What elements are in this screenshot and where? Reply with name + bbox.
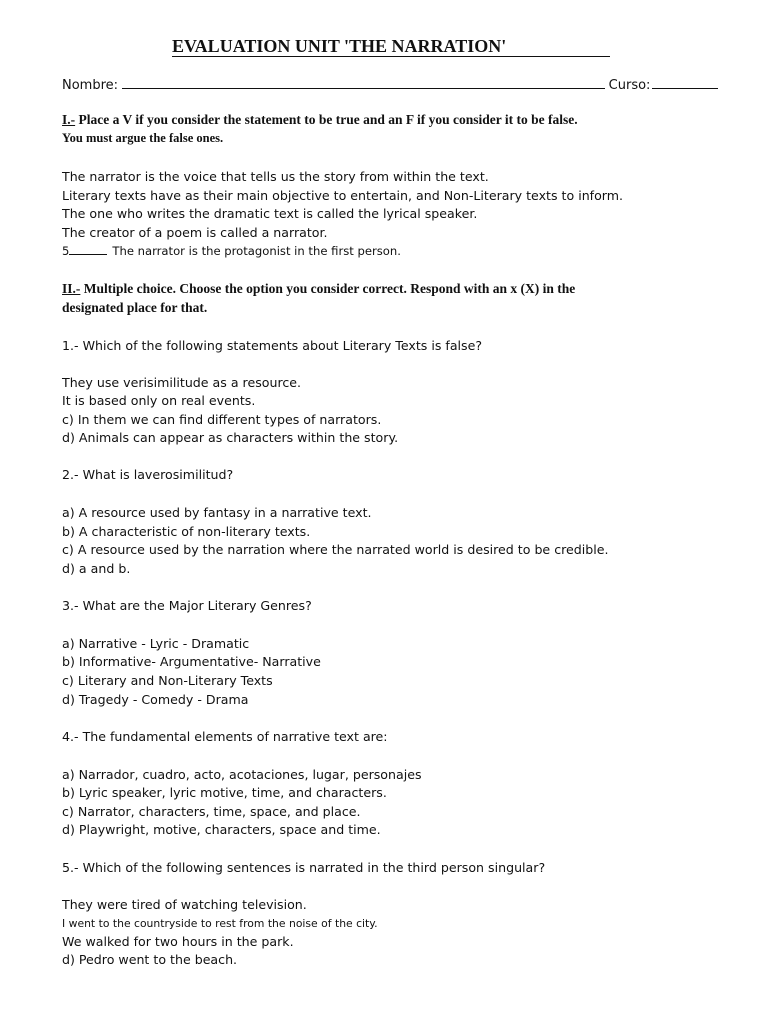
question-5: 5.- Which of the following sentences is narrated in the third person singular?: [62, 860, 546, 875]
section2-instruction-line2: designated place for that.: [62, 300, 208, 315]
question-2: 2.- What is laverosimilitud?: [62, 467, 234, 482]
tf-statement-3: The one who writes the dramatic text is called the lyrical speaker.: [62, 206, 478, 221]
section1-number: I.-: [62, 112, 76, 127]
name-label: Nombre:: [62, 78, 119, 93]
question-5-option[interactable]: They were tired of watching television.: [62, 897, 307, 912]
section2-instruction: [62, 281, 575, 297]
question-1-option[interactable]: They use verisimilitude as a resource.: [62, 375, 302, 390]
question-4: 4.- The fundamental elements of narrative text are:: [62, 729, 388, 744]
question-5-option[interactable]: I went to the countryside to rest from the noise of the city.: [62, 917, 378, 930]
question-5-option[interactable]: We walked for two hours in the park.: [62, 934, 294, 949]
question-3: 3.- What are the Major Literary Genres?: [62, 598, 312, 613]
question-2-option[interactable]: d) a and b.: [62, 561, 131, 576]
question-4-option[interactable]: c) Narrator, characters, time, space, and place.: [62, 804, 361, 819]
name-course-row: [62, 76, 718, 93]
question-2-option[interactable]: b) A characteristic of non-literary texts.: [62, 524, 311, 539]
tf-statement-5: [62, 243, 401, 258]
tf-statement-5-text: The narrator is the protagonist in the first person.: [112, 244, 401, 258]
tf-statement-2: Literary texts have as their main objective to entertain, and Non-Literary texts to inform.: [62, 188, 624, 203]
question-3-option[interactable]: c) Literary and Non-Literary Texts: [62, 673, 273, 688]
question-5-option[interactable]: d) Pedro went to the beach.: [62, 952, 238, 967]
question-4-option[interactable]: a) Narrador, cuadro, acto, acotaciones, lugar, personajes: [62, 767, 422, 782]
question-2-option[interactable]: a) A resource used by fantasy in a narrative text.: [62, 505, 372, 520]
question-3-option[interactable]: d) Tragedy - Comedy - Drama: [62, 692, 249, 707]
name-blank[interactable]: [122, 76, 605, 89]
section1-instruction: [62, 112, 578, 128]
question-3-option[interactable]: b) Informative- Argumentative- Narrative: [62, 654, 321, 669]
tf-answer-blank[interactable]: [69, 243, 107, 255]
question-4-option[interactable]: d) Playwright, motive, characters, space and time.: [62, 822, 381, 837]
question-2-option[interactable]: c) A resource used by the narration where the narrated world is desired to be credible.: [62, 542, 609, 557]
question-3-option[interactable]: a) Narrative - Lyric - Dramatic: [62, 636, 250, 651]
title-underline: [172, 56, 610, 57]
question-4-option[interactable]: b) Lyric speaker, lyric motive, time, and characters.: [62, 785, 387, 800]
tf-statement-1: The narrator is the voice that tells us the story from within the text.: [62, 169, 489, 184]
question-1-option[interactable]: c) In them we can find different types of narrators.: [62, 412, 382, 427]
tf-statement-4: The creator of a poem is called a narrator.: [62, 225, 328, 240]
section2-number: II.-: [62, 281, 81, 296]
page-title: EVALUATION UNIT 'THE NARRATION': [172, 36, 507, 56]
course-blank[interactable]: [652, 76, 718, 89]
question-1-option[interactable]: It is based only on real events.: [62, 393, 256, 408]
section1-instruction-text: Place a V if you consider the statement to be true and an F if you consider it to be false.: [78, 112, 578, 127]
section2-instruction-text: Multiple choice. Choose the option you consider correct. Respond with an x (X) in the: [83, 281, 576, 296]
question-1-option[interactable]: d) Animals can appear as characters within the story.: [62, 430, 399, 445]
tf-statement-5-number: 5: [62, 244, 70, 258]
course-label: Curso:: [608, 78, 651, 93]
question-1: 1.- Which of the following statements about Literary Texts is false?: [62, 338, 483, 353]
section1-sub-instruction: You must argue the false ones.: [62, 131, 224, 145]
